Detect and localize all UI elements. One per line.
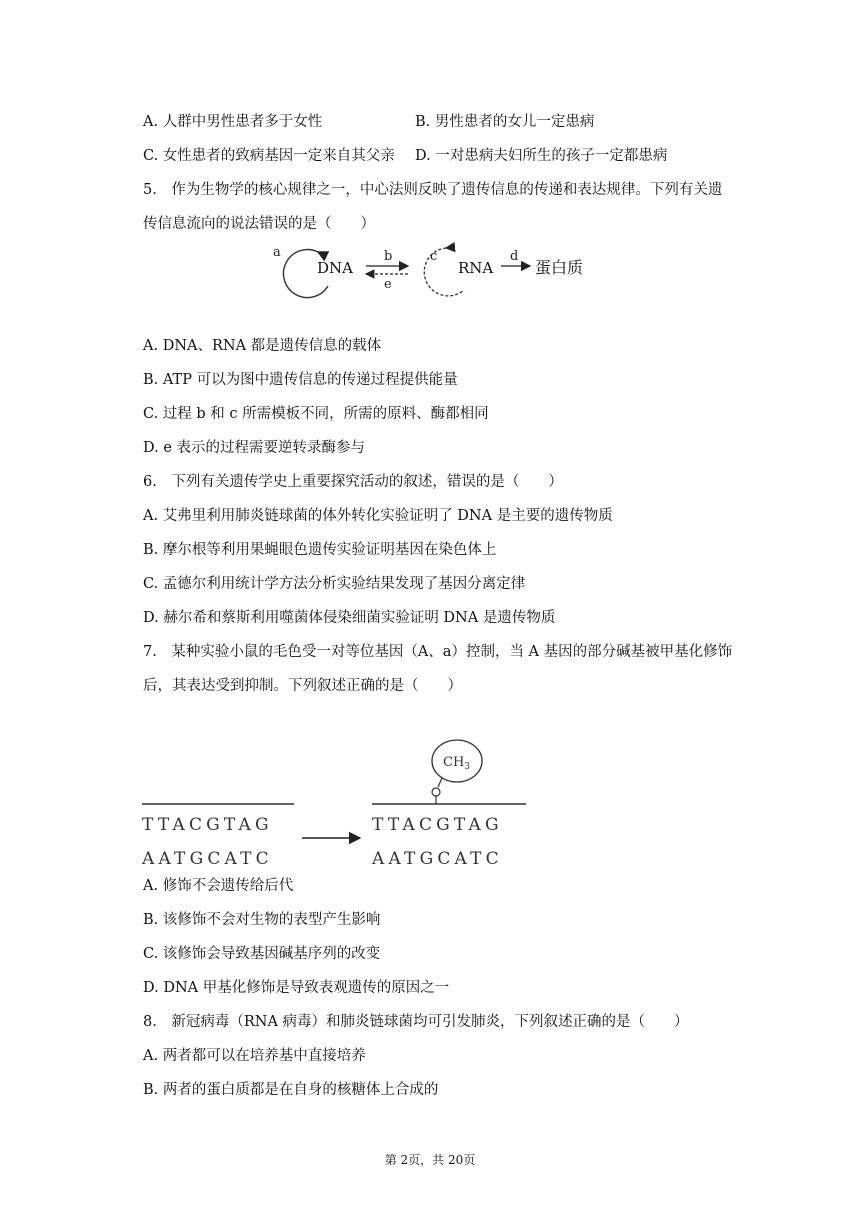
label-b: b xyxy=(384,249,393,264)
q4-option-d: D. 一对患病夫妇所生的孩子一定都患病 xyxy=(415,148,668,164)
q6-option-c: C. 孟德尔利用统计学方法分析实验结果发现了基因分离定律 xyxy=(143,576,526,592)
q4-option-a: A. 人群中男性患者多于女性 xyxy=(143,114,323,130)
q7-option-d: D. DNA 甲基化修饰是导致表观遗传的原因之一 xyxy=(143,980,450,996)
label-d: d xyxy=(510,249,519,264)
q7-stem-line-1: 7. 某种实验小鼠的毛色受一对等位基因（A、a）控制，当 A 基因的部分碱基被甲基化修饰 xyxy=(143,644,733,660)
q6-option-b: B. 摩尔根等利用果蝇眼色遗传实验证明基因在染色体上 xyxy=(143,542,497,558)
dna-methylation-diagram xyxy=(138,730,538,870)
q4-option-b: B. 男性患者的女儿一定患病 xyxy=(415,114,595,130)
q5-option-c: C. 过程 b 和 c 所需模板不同，所需的原料、酶都相同 xyxy=(143,406,489,422)
methyl-attachment-circle xyxy=(432,788,440,796)
q7-stem-line-2: 后，其表达受到抑制。下列叙述正确的是（ ） xyxy=(143,678,462,694)
right-bottom-sequence: AATGCATC xyxy=(372,849,503,869)
dna-label: DNA xyxy=(317,259,353,277)
q5-option-d: D. e 表示的过程需要逆转录酶参与 xyxy=(143,440,366,456)
protein-label: 蛋白质 xyxy=(535,258,584,277)
q8-option-a: A. 两者都可以在培养基中直接培养 xyxy=(143,1048,366,1064)
q4-options-row-1 xyxy=(143,112,594,132)
q6-stem: 6. 下列有关遗传学史上重要探究活动的叙述，错误的是（ ） xyxy=(143,474,563,490)
q5-stem-line-2: 传信息流向的说法错误的是（ ） xyxy=(143,216,375,232)
label-a: a xyxy=(273,245,281,260)
rna-label: RNA xyxy=(458,259,494,277)
q8-stem: 8. 新冠病毒（RNA 病毒）和肺炎链球菌均可引发肺炎，下列叙述正确的是（ ） xyxy=(143,1014,689,1030)
q5-option-b: B. ATP 可以为图中遗传信息的传递过程提供能量 xyxy=(143,372,458,388)
q4-option-c: C. 女性患者的致病基因一定来自其父亲 xyxy=(143,148,395,164)
central-dogma-diagram xyxy=(268,236,598,302)
q6-option-d: D. 赫尔希和蔡斯利用噬菌体侵染细菌实验证明 DNA 是遗传物质 xyxy=(143,610,556,626)
label-c: c xyxy=(430,249,438,264)
left-top-sequence: TTACGTAG xyxy=(142,815,273,835)
left-bottom-sequence: AATGCATC xyxy=(142,849,273,869)
q4-options-row-2 xyxy=(143,146,667,166)
q6-option-a: A. 艾弗里利用肺炎链球菌的体外转化实验证明了 DNA 是主要的遗传物质 xyxy=(143,508,613,524)
label-e: e xyxy=(384,277,392,292)
q7-option-a: A. 修饰不会遗传给后代 xyxy=(143,878,294,894)
ch3-bubble-tail xyxy=(438,778,442,787)
q7-option-b: B. 该修饰不会对生物的表型产生影响 xyxy=(143,912,381,928)
right-top-sequence: TTACGTAG xyxy=(372,815,503,835)
page-number-footer: 第 2页，共 20页 xyxy=(384,1153,476,1167)
q7-option-c: C. 该修饰会导致基因碱基序列的改变 xyxy=(143,946,381,962)
ch3-label: $CH_3$ xyxy=(443,755,471,772)
q5-stem-line-1: 5. 作为生物学的核心规律之一，中心法则反映了遗传信息的传递和表达规律。下列有关遗 xyxy=(143,182,723,198)
q5-option-a: A. DNA、RNA 都是遗传信息的载体 xyxy=(143,338,382,354)
q8-option-b: B. 两者的蛋白质都是在自身的核糖体上合成的 xyxy=(143,1082,439,1098)
